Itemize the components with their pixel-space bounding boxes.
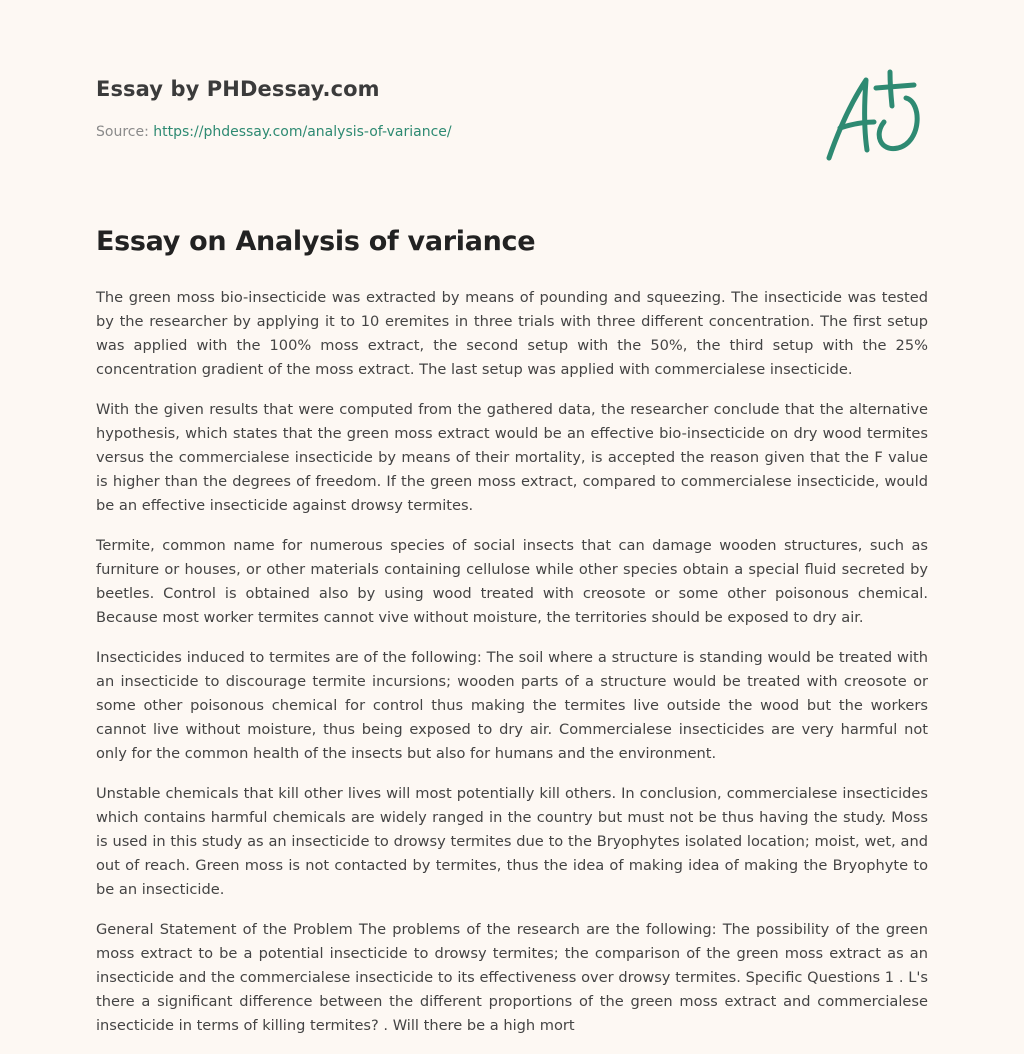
- a-plus-grade-icon: [820, 66, 930, 166]
- essay-paragraph: With the given results that were computed from the gathered data, the researcher conclude that the alternative hypothesis, which states that the green moss extract would be an effective bio-insecticide on dry wood termites versus the commercialese insecticide by means of their mortality, is accepted the reason given that the F value is higher than the degrees of freedom. If the green moss extract, compared to commercialese insecticide, would be an effective insecticide against drowsy termites.: [96, 401, 928, 514]
- source-line: [96, 124, 452, 140]
- essay-title: Essay on Analysis of variance: [96, 226, 536, 257]
- site-brand: Essay by PHDessay.com: [96, 77, 380, 101]
- source-link[interactable]: https://phdessay.com/analysis-of-variance/: [153, 124, 452, 140]
- essay-paragraph: Insecticides induced to termites are of the following: The soil where a structure is standing would be treated with an insecticide to discourage termite incursions; wooden parts of a structure would be treated with creosote or some other poisonous chemical for control thus making the termites live outside the wood but the workers cannot live without moisture, thus being exposed to dry air. Commercialese insecticides are very harmful not only for the common health of the insects but also for humans and the environment.: [96, 649, 928, 762]
- essay-body: [96, 286, 928, 1054]
- essay-paragraph: Termite, common name for numerous species of social insects that can damage wooden structures, such as furniture or houses, or other materials containing cellulose while other species obtain a special fluid secreted by beetles. Control is obtained also by using wood treated with creosote or some other poisonous chemical. Because most worker termites cannot vive without moisture, the territories should be exposed to dry air.: [96, 537, 928, 626]
- source-label: Source:: [96, 124, 154, 140]
- essay-paragraph: The green moss bio-insecticide was extracted by means of pounding and squeezing. The insecticide was tested by the researcher by applying it to 10 eremites in three trials with three different concentration. The first setup was applied with the 100% moss extract, the second setup with the 50%, the third setup with the 25% concentration gradient of the moss extract. The last setup was applied with commercialese insecticide.: [96, 289, 928, 378]
- essay-paragraph: Unstable chemicals that kill other lives will most potentially kill others. In conclusion, commercialese insecticides which contains harmful chemicals are widely ranged in the country but must not be thus having the study. Moss is used in this study as an insecticide to drowsy termites due to the Bryophytes isolated location; moist, wet, and out of reach. Green moss is not contacted by termites, thus the idea of making idea of making the Bryophyte to be an insecticide.: [96, 785, 928, 898]
- essay-paragraph: General Statement of the Problem The problems of the research are the following: The possibility of the green moss extract to be a potential insecticide to drowsy termites; the comparison of the green moss extract as an insecticide and the commercialese insecticide to its effectiveness over drowsy termites. Specific Questions 1 . L's there a significant difference between the different proportions of the green moss extract and commercialese insecticide in terms of killing termites? . Will there be a high mort: [96, 921, 928, 1034]
